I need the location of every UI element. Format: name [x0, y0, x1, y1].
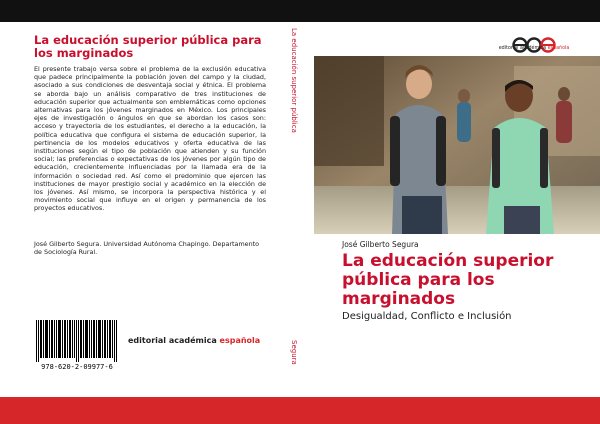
logo-caption — [498, 46, 570, 51]
back-cover-title: La educación superior pública para los marginados — [34, 33, 262, 60]
bottom-bar — [0, 397, 600, 424]
back-cover — [0, 22, 280, 397]
front-title: La educación superior pública para los marginados — [342, 251, 554, 309]
publisher-name — [128, 336, 260, 345]
front-subtitle: Desigualdad, Conflicto e Inclusión — [342, 311, 512, 322]
publisher-name-main: editorial académica — [128, 336, 217, 345]
publisher-name-accent: española — [219, 336, 261, 345]
spine-title: La educación superior pública — [290, 28, 298, 133]
barcode — [34, 320, 120, 376]
barcode-icon — [36, 320, 118, 362]
logo-caption-main: editorial académica — [498, 46, 547, 51]
isbn-number: 978-620-2-09977-6 — [41, 363, 113, 371]
front-author: José Gilberto Segura — [342, 240, 419, 249]
back-cover-description: El presente trabajo versa sobre el problema de la exclusión educativa que padece principalmente la población joven del campo y la ciudad, asociado a sus condiciones de desventaja social y étnica. El problema se aborda bajo un análisis comparativo de tres instituciones de educación superior que actualmente son emblemáticas como opciones alternativas para los jóvenes marginados en México. Los principales ejes de investigación o ángulos en que se abordan los casos son: acceso y trayectoria de los estudiantes, el derecho a la educación, la política educativa que configura el sistema de educación superior, la pertinencia de los modelos educativos y oferta educativa de las instituciones según el tipo de población que atienden y su función social; las preferencias o expectativas de los jóvenes por algún tipo de educación, crecientemente influenciadas por la llamada era de la información o sociedad red. Así como el predominio que ejercen las instituciones de mayor prestigio social y académico en la elección de los jóvenes. Así mismo, se incorpora la perspectiva histórica y el movimiento social que influye en el origen y permanencia de los proyectos educativos. — [34, 65, 266, 213]
author-bio: José Gilberto Segura. Universidad Autónoma Chapingo. Departamento de Sociología Rural. — [34, 240, 260, 257]
front-cover — [314, 22, 600, 397]
logo-caption-accent: española — [547, 46, 570, 51]
spine-author: Segura — [290, 340, 298, 365]
cover-photo — [314, 56, 600, 234]
top-bar — [0, 0, 600, 22]
spine — [280, 22, 314, 397]
